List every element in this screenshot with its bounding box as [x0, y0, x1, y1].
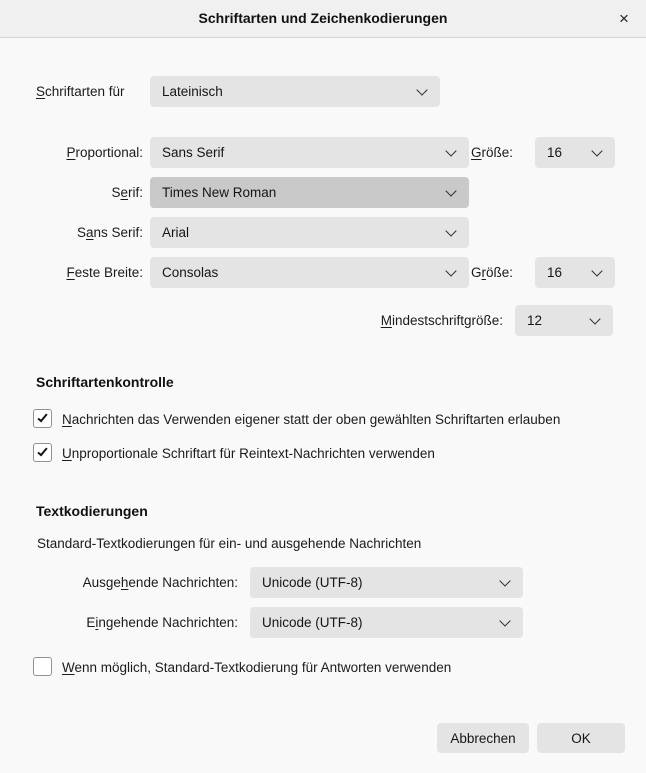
- outgoing-messages-label: Ausgehende Nachrichten:: [82, 575, 238, 590]
- fixed-width-select[interactable]: Consolas: [150, 257, 469, 288]
- chevron-down-icon: [416, 84, 427, 95]
- min-font-size-label: Mindestschriftgröße:: [380, 313, 503, 328]
- ok-button[interactable]: OK: [537, 723, 625, 753]
- incoming-messages-label: Eingehende Nachrichten:: [86, 615, 238, 630]
- fixed-for-plaintext-label[interactable]: Unproportionale Schriftart für Reintext-Nachrichten verwenden: [62, 446, 435, 461]
- chevron-down-icon: [591, 145, 602, 156]
- sans-serif-label: Sans Serif:: [76, 225, 143, 240]
- allow-custom-fonts-checkbox[interactable]: [33, 409, 52, 428]
- sans-serif-select[interactable]: Arial: [150, 217, 469, 248]
- chevron-down-icon: [445, 225, 456, 236]
- fonts-for-select[interactable]: Lateinisch: [150, 76, 440, 107]
- serif-select[interactable]: Times New Roman: [150, 177, 469, 208]
- check-icon: [37, 446, 47, 457]
- chevron-down-icon: [591, 265, 602, 276]
- outgoing-messages-select[interactable]: Unicode (UTF-8): [250, 567, 523, 598]
- serif-label: Serif:: [111, 185, 143, 200]
- proportional-size-select[interactable]: 16: [535, 137, 615, 168]
- proportional-size-label: Größe:: [471, 145, 514, 160]
- chevron-down-icon: [499, 575, 510, 586]
- text-encodings-heading: Textkodierungen: [36, 503, 148, 519]
- chevron-down-icon: [589, 313, 600, 324]
- use-default-for-replies-checkbox[interactable]: [33, 657, 52, 676]
- use-default-for-replies-label[interactable]: Wenn möglich, Standard-Textkodierung für Antworten verwenden: [62, 660, 452, 675]
- check-icon: [37, 412, 47, 423]
- proportional-label: Proportional:: [66, 145, 143, 160]
- chevron-down-icon: [499, 615, 510, 626]
- min-font-size-select[interactable]: 12: [515, 305, 613, 336]
- cancel-button[interactable]: Abbrechen: [437, 723, 529, 753]
- close-icon[interactable]: ×: [610, 5, 638, 33]
- dialog-titlebar: [0, 0, 646, 38]
- allow-custom-fonts-label[interactable]: Nachrichten das Verwenden eigener statt der oben gewählten Schriftarten erlauben: [62, 412, 561, 427]
- fixed-width-size-select[interactable]: 16: [535, 257, 615, 288]
- chevron-down-icon: [445, 145, 456, 156]
- fixed-width-size-label: Größe:: [471, 265, 514, 280]
- incoming-messages-select[interactable]: Unicode (UTF-8): [250, 607, 523, 638]
- fixed-for-plaintext-checkbox[interactable]: [33, 443, 52, 462]
- chevron-down-icon: [445, 265, 456, 276]
- fonts-for-label: Schriftarten für: [36, 84, 125, 99]
- proportional-select[interactable]: Sans Serif: [150, 137, 469, 168]
- dialog-title: Schriftarten und Zeichenkodierungen: [198, 10, 448, 26]
- fixed-width-label: Feste Breite:: [66, 265, 143, 280]
- text-encodings-description: Standard-Textkodierungen für ein- und ausgehende Nachrichten: [37, 536, 422, 551]
- chevron-down-icon: [445, 185, 456, 196]
- font-control-heading: Schriftartenkontrolle: [36, 374, 174, 390]
